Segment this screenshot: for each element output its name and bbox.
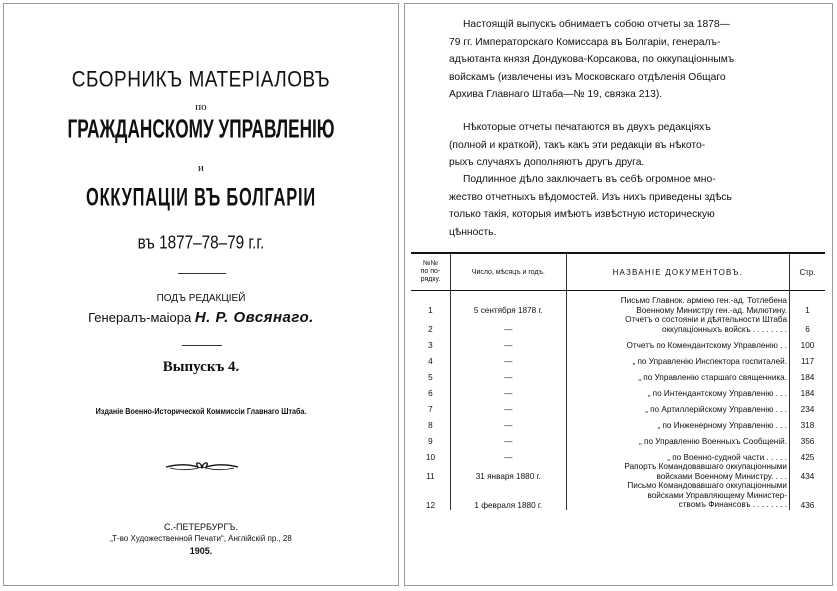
year: 1905.: [189, 546, 213, 556]
row-page: 184: [790, 366, 826, 382]
row-title-line: Отчетъ о состояніи и дѣятельности Штаба: [625, 315, 787, 324]
issue-number: Выпускъ 4.: [162, 359, 240, 375]
editor-name: Н. Р. Овсянаго.: [194, 309, 314, 326]
text-line: (полной и краткой), такъ какъ эти редакціи въ нѣкото-: [449, 139, 706, 151]
editor-rank: Генералъ-маіора: [88, 310, 192, 325]
intro-paragraph-2: [449, 119, 795, 172]
table-row: [411, 481, 825, 510]
row-number: 8: [428, 421, 433, 430]
title-line-4: и: [198, 162, 204, 174]
row-title: [566, 462, 789, 481]
divider-rule: [182, 345, 222, 346]
row-date: —: [450, 414, 566, 430]
row-date: —: [450, 350, 566, 366]
title-line-2: по: [195, 101, 207, 113]
row-title-line: оккупаціонныхъ войскъ . . . . . . . .: [662, 324, 787, 334]
row-title: [566, 382, 789, 398]
table-row: [411, 462, 825, 481]
intro-paragraph-1: [449, 16, 795, 104]
row-title-line: ствомъ Финансовъ . . . . . . . .: [678, 500, 787, 509]
text-line: адъютанта князя Дондукова-Корсакова, по оккупаціоннымъ: [449, 54, 735, 65]
row-date: 1 февраля 1880 г.: [450, 481, 566, 510]
row-title-line: „ по Управленію Военныхъ Сообщеній.: [639, 436, 787, 446]
row-number: 1: [428, 306, 433, 315]
row-title-line: „ по Управленію Инспектора госпиталей.: [632, 356, 787, 366]
text-line: цѣнность.: [449, 226, 497, 238]
row-number: 6: [428, 389, 433, 398]
row-date: —: [450, 430, 566, 446]
title-line-3: ГРАЖДАНСКОМУ УПРАВЛЕНІЮ: [67, 115, 335, 144]
table-row: [411, 315, 825, 334]
row-date: —: [450, 366, 566, 382]
row-date: 5 сентября 1878 г.: [450, 291, 566, 316]
row-title-line: Письмо Главнок. арміею ген.-ад. Тотлебена: [620, 296, 787, 305]
row-page: 436: [790, 481, 826, 510]
text-line: 79 гг. Императорскаго Комиссара въ Болгаріи, генералъ-: [449, 36, 721, 48]
contents-table: [411, 252, 825, 510]
row-title-line: „ по Военно-судной части . . . . .: [667, 452, 787, 462]
row-title: [566, 414, 789, 430]
row-page: 6: [790, 315, 826, 334]
publisher-note: Изданіе Военно-Исторической Коммиссіи Главнаго Штаба.: [95, 407, 307, 416]
text-line: Настоящій выпускъ обнимаетъ собою отчеты за 1878—: [463, 19, 730, 30]
row-title-line: „ по Инженерному Управленію . . .: [657, 420, 787, 430]
row-number: 11: [426, 472, 435, 481]
title-line-5: ОККУПАЦІИ ВЪ БОЛГАРІИ: [85, 184, 316, 212]
text-line: жество отчетныхъ вѣдомостей. Изъ нихъ приведены здѣсь: [449, 191, 732, 203]
row-date: —: [450, 315, 566, 334]
row-date: —: [450, 382, 566, 398]
printer: „Т-во Художественной Печати“, Англійскій пр., 28: [110, 534, 292, 543]
title-line-1: СБОРНИКЪ МАТЕРІАЛОВЪ: [71, 68, 331, 93]
row-title-line: „ по Интендантскому Управленію . . .: [647, 388, 787, 398]
row-page: 356: [790, 430, 826, 446]
editor-label: ПОДЪ РЕДАКЦІЕЙ: [156, 293, 246, 304]
text-line: только такія, которыя имѣютъ извѣстную историческую: [449, 209, 715, 220]
title-line-6: въ 1877–78–79 г.г.: [137, 232, 265, 253]
row-title-line: Письмо Командовавшаго оккупаціонными: [627, 481, 787, 490]
header-number: №№ по по- рядку.: [411, 253, 450, 291]
contents-page: [404, 3, 833, 586]
table-row: [411, 350, 825, 366]
table-row: [411, 430, 825, 446]
row-page: 318: [790, 414, 826, 430]
row-title: [566, 366, 789, 382]
row-title-line: войсками Управляющему Министер-: [647, 490, 787, 500]
title-page: [3, 3, 399, 586]
table-body: [411, 291, 825, 510]
table-row: [411, 398, 825, 414]
row-date: —: [450, 398, 566, 414]
row-title: [566, 481, 789, 510]
ornament-flourish-icon: [164, 459, 240, 475]
divider-rule: [178, 273, 226, 274]
table-row: [411, 382, 825, 398]
row-title: [566, 334, 789, 350]
row-title: [566, 315, 789, 334]
row-number: 5: [428, 373, 433, 382]
table-row: [411, 334, 825, 350]
row-title: [566, 291, 789, 316]
row-page: 434: [790, 462, 826, 481]
header-title: НАЗВАНІЕ ДОКУМЕНТОВЪ.: [566, 253, 789, 291]
row-date: 31 января 1880 г.: [450, 462, 566, 481]
row-title-line: войсками Военному Министру. . . .: [656, 471, 787, 481]
row-page: 234: [790, 398, 826, 414]
header-page: Стр.: [790, 253, 826, 291]
row-number: 7: [428, 405, 433, 414]
row-title-line: „ по Артиллерійскому Управленію . . .: [645, 404, 787, 414]
row-number: 9: [428, 437, 433, 446]
row-title: [566, 446, 789, 462]
row-date: —: [450, 334, 566, 350]
row-number: 2: [428, 325, 433, 334]
row-title-line: „ по Управленію старшаго священника.: [638, 372, 787, 382]
row-title: [566, 430, 789, 446]
row-number: 10: [425, 453, 436, 462]
row-date: —: [450, 446, 566, 462]
row-page: 1: [790, 291, 826, 316]
editor-line: [4, 309, 398, 326]
row-title-line: Военному Министру ген.-ад. Милютину.: [636, 305, 787, 315]
text-line: Архива Главнаго Штаба—№ 19, связка 213).: [449, 89, 663, 100]
table-row: [411, 291, 825, 316]
text-line: Нѣкоторые отчеты печатаются въ двухъ редакціяхъ: [463, 122, 711, 133]
city: С.-ПЕТЕРБУРГЪ.: [164, 522, 238, 532]
row-title: [566, 398, 789, 414]
text-line: Подлинное дѣло заключаетъ въ себѣ огромное мно-: [463, 174, 716, 185]
text-line: войскамъ (извлечены изъ Московскаго отдѣленія Общаго: [449, 71, 726, 83]
row-page: 100: [790, 334, 826, 350]
row-title: [566, 350, 789, 366]
table-row: [411, 414, 825, 430]
row-number: 4: [428, 357, 433, 366]
row-page: 117: [790, 350, 826, 366]
row-number: 3: [428, 341, 433, 350]
table-row: [411, 446, 825, 462]
intro-paragraph-3: [449, 171, 795, 241]
row-number: 12: [425, 500, 436, 510]
row-title-line: Отчетъ по Комендантскому Управленію . .: [626, 340, 787, 350]
table-row: [411, 366, 825, 382]
header-date: Число, мѣсяцъ и годъ.: [450, 253, 566, 291]
row-page: 425: [790, 446, 826, 462]
text-line: рыхъ случаяхъ дополняютъ другъ друга.: [449, 157, 645, 168]
table-header-row: [411, 253, 825, 291]
row-title-line: Рапортъ Командовавшаго оккупаціонными: [624, 462, 787, 471]
row-page: 184: [790, 382, 826, 398]
